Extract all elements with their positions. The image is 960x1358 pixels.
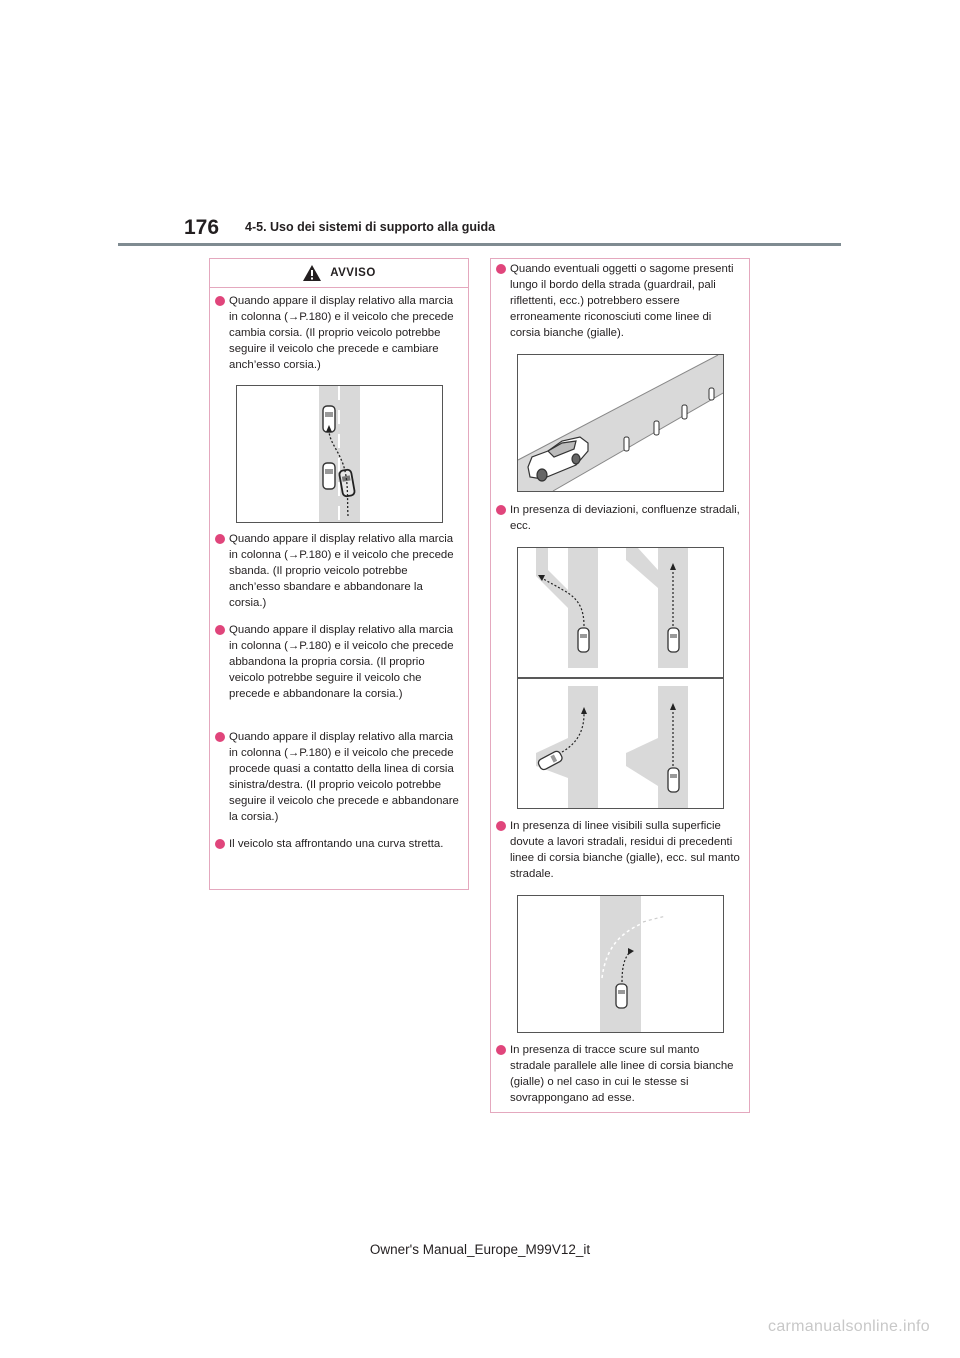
car-icon — [616, 984, 627, 1008]
road-lane — [600, 896, 641, 1032]
notes-box — [490, 258, 750, 1113]
bullet-text: Il veicolo sta affrontando una curva stretta. — [229, 838, 444, 850]
car-icon — [578, 628, 589, 652]
warning-box — [209, 258, 469, 890]
warning-header — [210, 259, 468, 288]
warning-icon — [302, 264, 322, 282]
car-icon — [668, 628, 679, 652]
bullet-text: In presenza di deviazioni, confluenze stradali, ecc. — [510, 504, 740, 532]
list-item — [215, 729, 460, 825]
list-item — [496, 818, 741, 882]
bullet-dot-icon — [215, 732, 225, 742]
bullet-dot-icon — [496, 505, 506, 515]
bullet-dot-icon — [496, 264, 506, 274]
figure-lane-change — [236, 385, 443, 523]
car-icon — [323, 463, 335, 489]
warning-title: AVVISO — [330, 267, 376, 279]
bullet-dot-icon — [496, 821, 506, 831]
car-icon — [668, 768, 679, 792]
figure-residual-lines — [517, 895, 724, 1033]
figure-roadside-posts — [517, 354, 724, 492]
bullet-text: In presenza di linee visibili sulla superficie dovute a lavori stradali, residui di precedenti linee di corsia bianche (gialle), ecc. sul manto stradale. — [510, 820, 740, 880]
list-item — [496, 502, 741, 534]
bullet-text: Quando appare il display relativo alla marcia in colonna (→P.180) e il veicolo che precede abbandona la propria corsia. (Il proprio veicolo potrebbe seguire il veicolo che precede e abbandonare la corsia.) — [229, 624, 454, 700]
bullet-text: Quando eventuali oggetti o sagome presenti lungo il bordo della strada (guardrail, pali riflettenti, ecc.) potrebbero essere erroneamente riconosciuti come linee di corsia bianche (gialle). — [510, 263, 734, 339]
section-title: 4-5. Uso dei sistemi di supporto alla guida — [245, 220, 496, 234]
bullet-dot-icon — [496, 1045, 506, 1055]
bullet-dot-icon — [215, 625, 225, 635]
bullet-dot-icon — [215, 296, 225, 306]
list-item — [215, 622, 460, 702]
list-item — [215, 531, 460, 611]
bullet-dot-icon — [215, 534, 225, 544]
bullet-text: In presenza di tracce scure sul manto stradale parallele alle linee di corsia bianche (gialle) o nel caso in cui le stesse si sovrappongano ad esse. — [510, 1044, 734, 1104]
watermark: carmanualsonline.info — [768, 1318, 930, 1335]
list-item — [496, 1042, 741, 1106]
bullet-text: Quando appare il display relativo alla marcia in colonna (→P.180) e il veicolo che precede procede quasi a contatto della linea di corsia sinistra/destra. (Il proprio veicolo potrebbe seguire il veicolo che precede e abbandonare la corsia.) — [229, 731, 459, 823]
bullet-text: Quando appare il display relativo alla marcia in colonna (→P.180) e il veicolo che precede sbanda. (Il proprio veicolo potrebbe anch’esso sbandare e abbandonare la corsia.) — [229, 533, 454, 609]
figure-branches-merges — [517, 547, 724, 809]
list-item — [215, 836, 460, 852]
list-item — [496, 261, 741, 341]
bullet-text: Quando appare il display relativo alla marcia in colonna (→P.180) e il veicolo che precede cambia corsia. (Il proprio veicolo potrebbe seguire il veicolo che precede e cambiare anch’esso corsia.) — [229, 295, 454, 371]
road-surface — [536, 686, 598, 808]
page-number: 176 — [184, 216, 220, 239]
list-item — [215, 293, 460, 373]
header-rule — [118, 243, 841, 246]
bullet-dot-icon — [215, 839, 225, 849]
footer-manual-name: Owner's Manual_Europe_M99V12_it — [369, 1242, 591, 1257]
